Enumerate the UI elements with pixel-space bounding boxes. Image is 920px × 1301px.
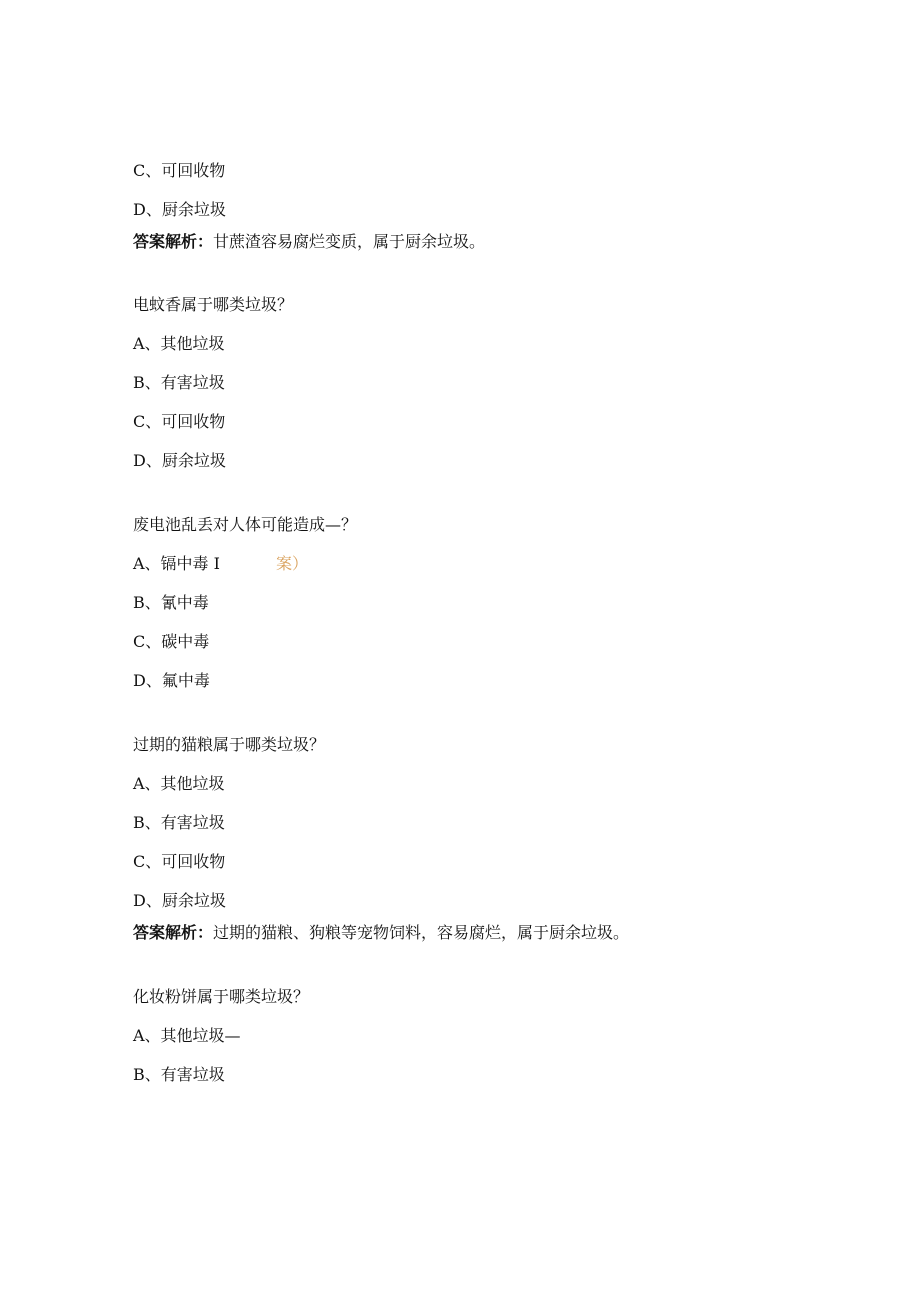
option-b: B、有害垃圾 bbox=[133, 373, 225, 392]
answer-explanation bbox=[133, 231, 485, 253]
option-d: D、厨余垃圾 bbox=[133, 451, 226, 470]
explanation-text: 甘蔗渣容易腐烂变质，属于厨余垃圾。 bbox=[213, 232, 486, 251]
option-b: B、有害垃圾 bbox=[133, 813, 225, 832]
option-a: A、镉中毒 I bbox=[133, 554, 220, 573]
explanation-text: 过期的猫粮、狗粮等宠物饲料，容易腐烂，属于厨余垃圾。 bbox=[213, 923, 630, 942]
explanation-label: 答案解析： bbox=[133, 923, 214, 942]
answer-explanation bbox=[133, 922, 629, 944]
answer-mark: 案） bbox=[276, 554, 309, 573]
option-a: A、其他垃圾 bbox=[133, 774, 225, 793]
question-text: 废电池乱丢对人体可能造成—？ bbox=[133, 515, 358, 534]
option-d: D、氟中毒 bbox=[133, 671, 210, 690]
option-d: D、厨余垃圾 bbox=[133, 200, 226, 219]
question-text: 化妆粉饼属于哪类垃圾？ bbox=[133, 987, 310, 1006]
explanation-label: 答案解析： bbox=[133, 232, 214, 251]
option-c: C、可回收物 bbox=[133, 852, 226, 871]
option-c: C、碳中毒 bbox=[133, 632, 210, 651]
option-c: C、可回收物 bbox=[133, 161, 226, 180]
option-b: B、有害垃圾 bbox=[133, 1065, 225, 1084]
option-a: A、其他垃圾— bbox=[133, 1026, 241, 1045]
question-text: 电蚊香属于哪类垃圾？ bbox=[133, 295, 294, 314]
option-c: C、可回收物 bbox=[133, 412, 226, 431]
option-a: A、其他垃圾 bbox=[133, 334, 225, 353]
question-text: 过期的猫粮属于哪类垃圾？ bbox=[133, 735, 326, 754]
option-b: B、氰中毒 bbox=[133, 593, 209, 612]
option-d: D、厨余垃圾 bbox=[133, 891, 226, 910]
